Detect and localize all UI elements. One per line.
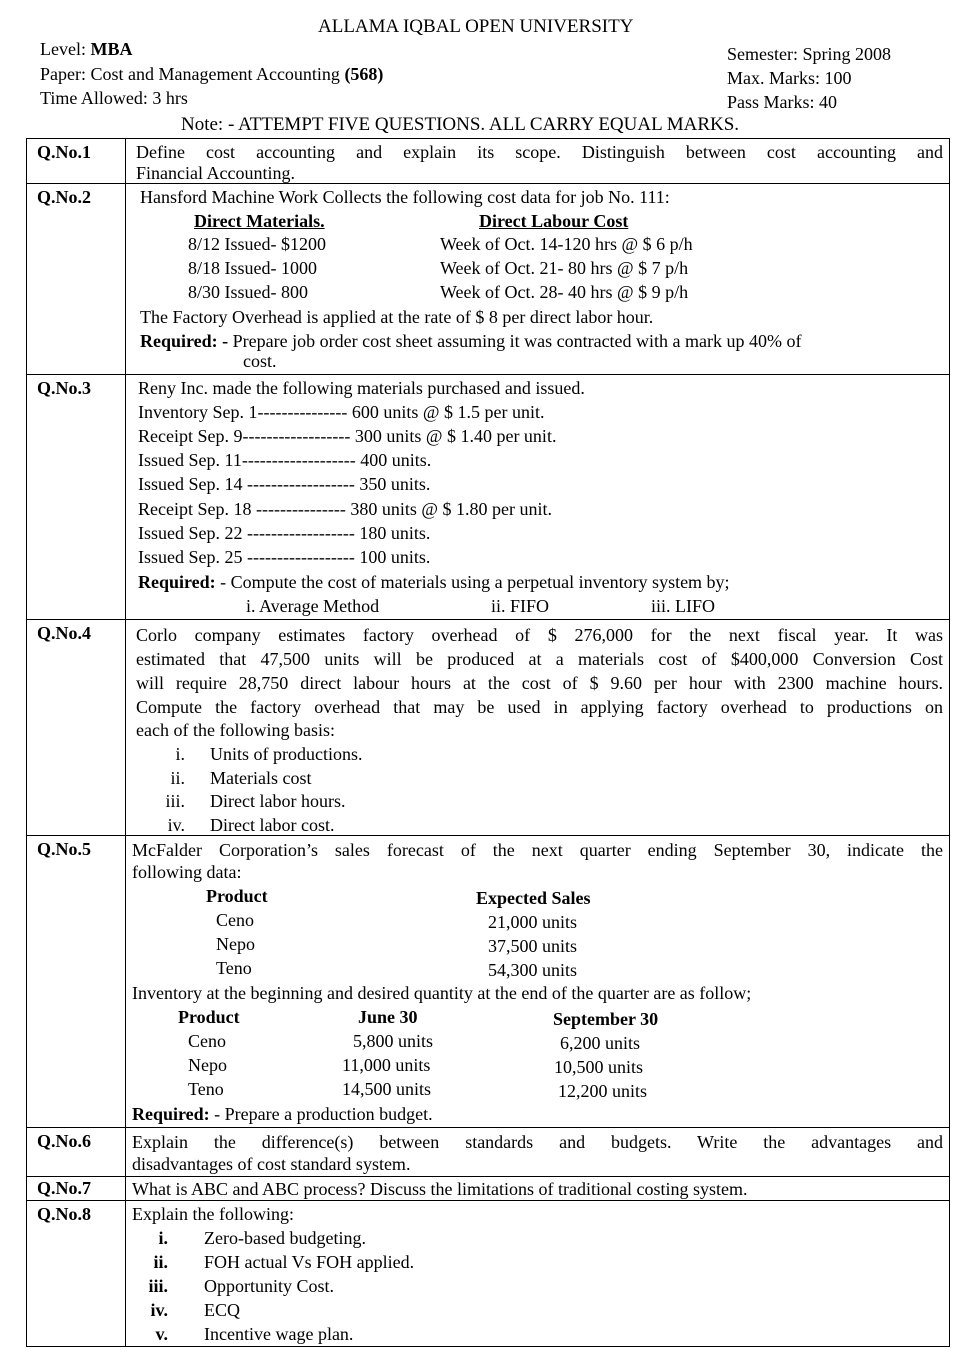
pass-marks: Pass Marks: 40 — [727, 92, 838, 112]
q5-table2-cell: 10,500 units — [554, 1057, 644, 1077]
q2-intro: Hansford Machine Work Collects the following cost data for job No. 111: — [140, 187, 670, 207]
q4-line: will require 28,750 direct labour hours at the cost of $ 9.60 per hour with 2300 machine hours. — [136, 673, 943, 693]
q2-required — [140, 330, 802, 352]
q5-table2-cell: Nepo — [188, 1055, 227, 1075]
q4-item-num: i. — [175, 744, 185, 764]
question-body — [126, 184, 950, 375]
q5-table2-cell: 14,500 units — [342, 1079, 432, 1099]
q5-table2-cell: 6,200 units — [560, 1033, 641, 1053]
q8-item-num: iv. — [150, 1300, 168, 1320]
q2-labour-row: Week of Oct. 21- 80 hrs @ $ 7 p/h — [440, 258, 689, 278]
required-label: Required: - — [140, 331, 229, 351]
question-body — [126, 1177, 950, 1201]
q3-row: Inventory Sep. 1--------------- 600 units @ $ 1.5 per unit. — [138, 402, 545, 422]
q5-table1-cell: Teno — [216, 958, 252, 978]
q8-item-text: Opportunity Cost. — [204, 1276, 335, 1296]
q1-line-1: Define cost accounting and explain its scope. Distinguish between cost accounting and — [136, 142, 943, 162]
question-body — [126, 620, 950, 836]
question-body — [126, 139, 950, 184]
question-row — [27, 836, 950, 1128]
q5-table2-cell: 11,000 units — [342, 1055, 431, 1075]
required-text: Prepare job order cost sheet assuming it was contracted with a mark up 40% of — [228, 331, 802, 351]
q3-row: Receipt Sep. 18 --------------- 380 units @ $ 1.80 per unit. — [138, 499, 552, 519]
q4-item-text: Direct labor cost. — [210, 815, 335, 835]
questions-table — [26, 138, 950, 1347]
q2-materials-heading: Direct Materials. — [194, 211, 325, 231]
question-row — [27, 620, 950, 836]
q2-labour-row: Week of Oct. 14-120 hrs @ $ 6 p/h — [440, 234, 693, 254]
required-label: Required: — [132, 1104, 210, 1124]
question-number: Q.No.4 — [27, 620, 126, 836]
q3-intro: Reny Inc. made the following materials purchased and issued. — [138, 378, 585, 398]
question-body — [126, 1201, 950, 1347]
q3-method: ii. FIFO — [491, 596, 550, 616]
q5-table2-cell: Ceno — [188, 1031, 226, 1051]
paper-code: (568) — [344, 64, 384, 84]
q5-table1-head: Product — [206, 886, 268, 906]
q7-line-1: What is ABC and ABC process? Discuss the limitations of traditional costing system. — [132, 1179, 748, 1199]
q5-table2-cell: 12,200 units — [558, 1081, 648, 1101]
q5-line-2: following data: — [132, 862, 242, 882]
q3-row: Issued Sep. 11------------------- 400 units. — [138, 450, 432, 470]
q5-table2-head: June 30 — [358, 1007, 418, 1027]
q3-row: Issued Sep. 14 ------------------ 350 units. — [138, 474, 431, 494]
question-number: Q.No.7 — [27, 1177, 126, 1201]
q4-line: estimated that 47,500 units will be produced at a materials cost of $400,000 Conversion Cost — [136, 649, 943, 669]
max-marks: Max. Marks: 100 — [727, 68, 852, 88]
q6-line-2: disadvantages of cost standard system. — [132, 1154, 411, 1174]
question-row — [27, 184, 950, 375]
q8-item-text: FOH actual Vs FOH applied. — [204, 1252, 415, 1272]
q3-row: Issued Sep. 22 ------------------ 180 units. — [138, 523, 431, 543]
q8-item-num: v. — [155, 1324, 168, 1344]
time-allowed: Time Allowed: 3 hrs — [40, 88, 188, 108]
question-row — [27, 1177, 950, 1201]
q5-table1-cell: Ceno — [216, 910, 254, 930]
paper-label: Paper: Cost and Management Accounting — [40, 64, 345, 84]
question-number: Q.No.1 — [27, 139, 126, 184]
q8-item-text: Incentive wage plan. — [204, 1324, 354, 1344]
q5-table2-head: September 30 — [553, 1009, 659, 1029]
question-number: Q.No.2 — [27, 184, 126, 375]
required-label: Required: — [138, 572, 216, 592]
q2-overhead: The Factory Overhead is applied at the rate of $ 8 per direct labor hour. — [140, 307, 654, 327]
q3-method: iii. LIFO — [651, 596, 716, 616]
required-text: - Prepare a production budget. — [209, 1104, 433, 1124]
q5-table2-head: Product — [178, 1007, 240, 1027]
q8-item-text: Zero-based budgeting. — [204, 1228, 366, 1248]
q6-line-1: Explain the difference(s) between standards and budgets. Write the advantages and — [132, 1132, 943, 1152]
level-line — [40, 38, 132, 60]
q5-table1-cell: 37,500 units — [488, 936, 578, 956]
q2-labour-heading: Direct Labour Cost — [479, 211, 629, 231]
q5-line-1: McFalder Corporation’s sales forecast of the next quarter ending September 30, indicate the — [132, 840, 943, 860]
level-value: MBA — [90, 39, 133, 59]
q5-inventory-line: Inventory at the beginning and desired quantity at the end of the quarter are as follow; — [132, 983, 752, 1003]
semester: Semester: Spring 2008 — [727, 44, 891, 64]
question-body — [126, 1128, 950, 1177]
question-row — [27, 139, 950, 184]
q4-item-text: Materials cost — [210, 768, 312, 788]
question-number: Q.No.3 — [27, 375, 126, 620]
q5-table1-cell: 54,300 units — [488, 960, 578, 980]
question-number: Q.No.8 — [27, 1201, 126, 1347]
question-body — [126, 375, 950, 620]
q2-required-cont: cost. — [243, 351, 277, 371]
university-title: ALLAMA IQBAL OPEN UNIVERSITY — [318, 16, 634, 37]
q4-item-num: iii. — [165, 791, 185, 811]
q2-material-row: 8/18 Issued- 1000 — [188, 258, 317, 278]
q3-required — [138, 571, 730, 593]
q2-material-row: 8/12 Issued- $1200 — [188, 234, 326, 254]
q1-line-2: Financial Accounting. — [136, 163, 295, 183]
q4-item-num: ii. — [170, 768, 185, 788]
paper-line — [40, 63, 383, 85]
q8-intro: Explain the following: — [132, 1204, 294, 1224]
q3-method: i. Average Method — [246, 596, 380, 616]
exam-note: Note: - ATTEMPT FIVE QUESTIONS. ALL CARRY EQUAL MARKS. — [181, 114, 740, 135]
question-row — [27, 1128, 950, 1177]
q3-row: Issued Sep. 25 ------------------ 100 units. — [138, 547, 431, 567]
q5-table2-cell: Teno — [188, 1079, 224, 1099]
q4-line: Corlo company estimates factory overhead of $ 276,000 for the next fiscal year. It was — [136, 625, 943, 645]
required-text: - Compute the cost of materials using a perpetual inventory system by; — [215, 572, 730, 592]
q2-labour-row: Week of Oct. 28- 40 hrs @ $ 9 p/h — [440, 282, 689, 302]
q2-material-row: 8/30 Issued- 800 — [188, 282, 308, 302]
question-body — [126, 836, 950, 1128]
question-number: Q.No.5 — [27, 836, 126, 1128]
q4-item-text: Units of productions. — [210, 744, 363, 764]
q8-item-text: ECQ — [204, 1300, 240, 1320]
q5-table2-cell: 5,800 units — [353, 1031, 434, 1051]
q5-table1-cell: Nepo — [216, 934, 255, 954]
question-row — [27, 1201, 950, 1347]
q4-item-text: Direct labor hours. — [210, 791, 346, 811]
q8-item-num: ii. — [153, 1252, 168, 1272]
q4-item-num: iv. — [167, 815, 185, 835]
q8-item-num: iii. — [148, 1276, 168, 1296]
question-number: Q.No.6 — [27, 1128, 126, 1177]
q4-line: Compute the factory overhead that may be used in applying factory overhead to productions on — [136, 697, 943, 717]
q3-row: Receipt Sep. 9------------------ 300 units @ $ 1.40 per unit. — [138, 426, 557, 446]
q4-line: each of the following basis: — [136, 720, 335, 740]
q8-item-num: i. — [158, 1228, 168, 1248]
q5-table1-head: Expected Sales — [476, 888, 591, 908]
question-row — [27, 375, 950, 620]
q5-required — [132, 1103, 433, 1125]
level-label: Level: — [40, 39, 91, 59]
q5-table1-cell: 21,000 units — [488, 912, 578, 932]
